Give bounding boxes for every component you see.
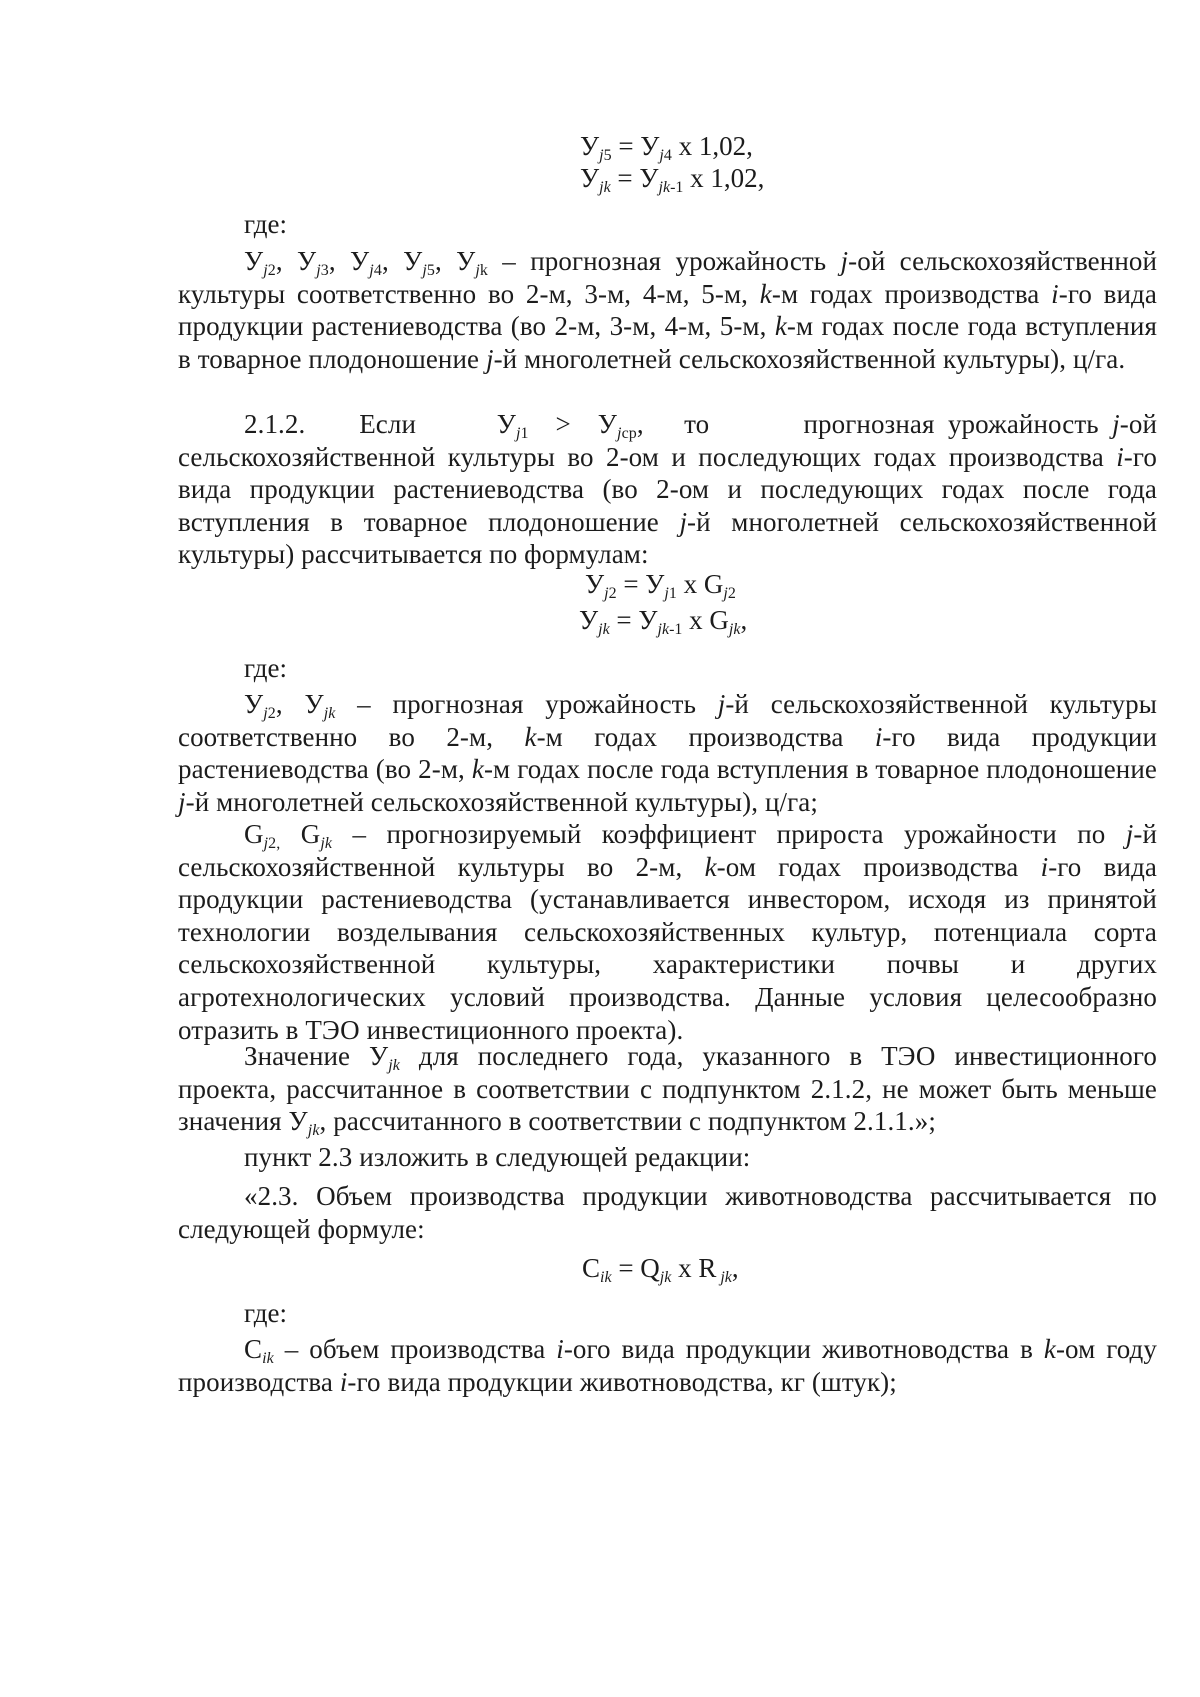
paragraph-2-1-2: 2.1.2. Если $У_{j1} > У_{jср}$, то прогнозная урожайность j-ой сельскохозяйственной культуры во 2-ом и последующих годах производства i-го вида продукции растениеводства (во 2-ом и последующих годах после года вступления в товарное плодоношение j-й многолетней сельскохозяйственной культуры) рассчитывается по формулам: [178, 409, 1157, 570]
paragraph-value-condition: Значение $У_{jk}$ для последнего года, указанного в ТЭО инвестиционного проекта, рассчитанное в соответствии с подпунктом 2.1.2, не может быть меньше значения $У_{jk}$, рассчитанного в соответствии с подпунктом 2.1.1.»; [178, 1041, 1157, 1140]
where-label: где: [244, 1298, 287, 1328]
value-condition-end: , рассчитанного в соответствии с подпунктом 2.1.1.»; [319, 1106, 936, 1137]
formula-yield-year2-growth: $У_{j2} = У_{j1}$ х $G_{j2}$ [585, 569, 736, 602]
paragraph-yield-growth-definition: $У_{j2}$, $У_{jk}$ – прогнозная урожайность j-й сельскохозяйственной культуры соответственно во 2-м, k-м годах производства i-го вида продукции растениеводства (во 2-м, k-м годах после года вступления в товарное плодоношение j-й многолетней сельскохозяйственной культуры), ц/га; [178, 689, 1157, 817]
formula-yield-year-k: $У_{jk} = У_{jk-1}$ х 1,02, [580, 163, 765, 196]
formula-yield-year5: $У_{j5} = У_{j4}$ х 1,02, [580, 131, 753, 164]
paragraph-growth-coefficient: $G_{j2,}$ $G_{jk}$ – прогнозируемый коэффициент прироста урожайности по j-й сельскохозяйственной культуры во 2-м, k-ом годах производства i-го вида продукции растениеводства (устанавливается инвестором, исходя из принятой технологии возделывания сельскохозяйственных культур, потенциала сорта сельскохозяйственной культуры, характеристики почвы и других агротехнологических условий производства. Данные условия целесообразно отразить в ТЭО инвестиционного проекта). [178, 819, 1157, 1045]
where-label: где: [244, 653, 287, 683]
value-condition-text: для последнего года, указанного в ТЭО инвестиционного проекта, рассчитанное в соответствии с подпунктом 2.1.2, не может быть меньше значения [178, 1041, 1157, 1137]
formula-livestock-volume: $C_{ik} = Q_{jk}$ х R $_{jk}$, [582, 1253, 739, 1286]
where-label: где: [244, 209, 287, 239]
paragraph-livestock-definition: $C_{ik}$ – объем производства i-ого вида продукции животноводства в k-ом году производства i-го вида продукции животноводства, кг (штук); [178, 1334, 1157, 1397]
paragraph-item-2-3: «2.3. Объем производства продукции животноводства рассчитывается по следующей формуле: [178, 1181, 1157, 1244]
paragraph-item-2-3-intro: пункт 2.3 изложить в следующей редакции: [244, 1142, 751, 1172]
formula-yield-year-k-growth: $У_{jk} = У_{jk-1}$ х $G_{jk}$, [579, 605, 748, 638]
paragraph-yield-definition: $У_{j2}$, $У_{j3}$, $У_{j4}$, $У_{j5}$, $У_{jk}$ – прогнозная урожайность j-ой сельскохозяйственной культуры соответственно во 2-м, 3-м, 4-м, 5-м, k-м годах производства i-го вида продукции растениеводства (во 2-м, 3-м, 4-м, 5-м, k-м годах после года вступления в товарное плодоношение j-й многолетней сельскохозяйственной культуры), ц/га. [178, 246, 1158, 374]
